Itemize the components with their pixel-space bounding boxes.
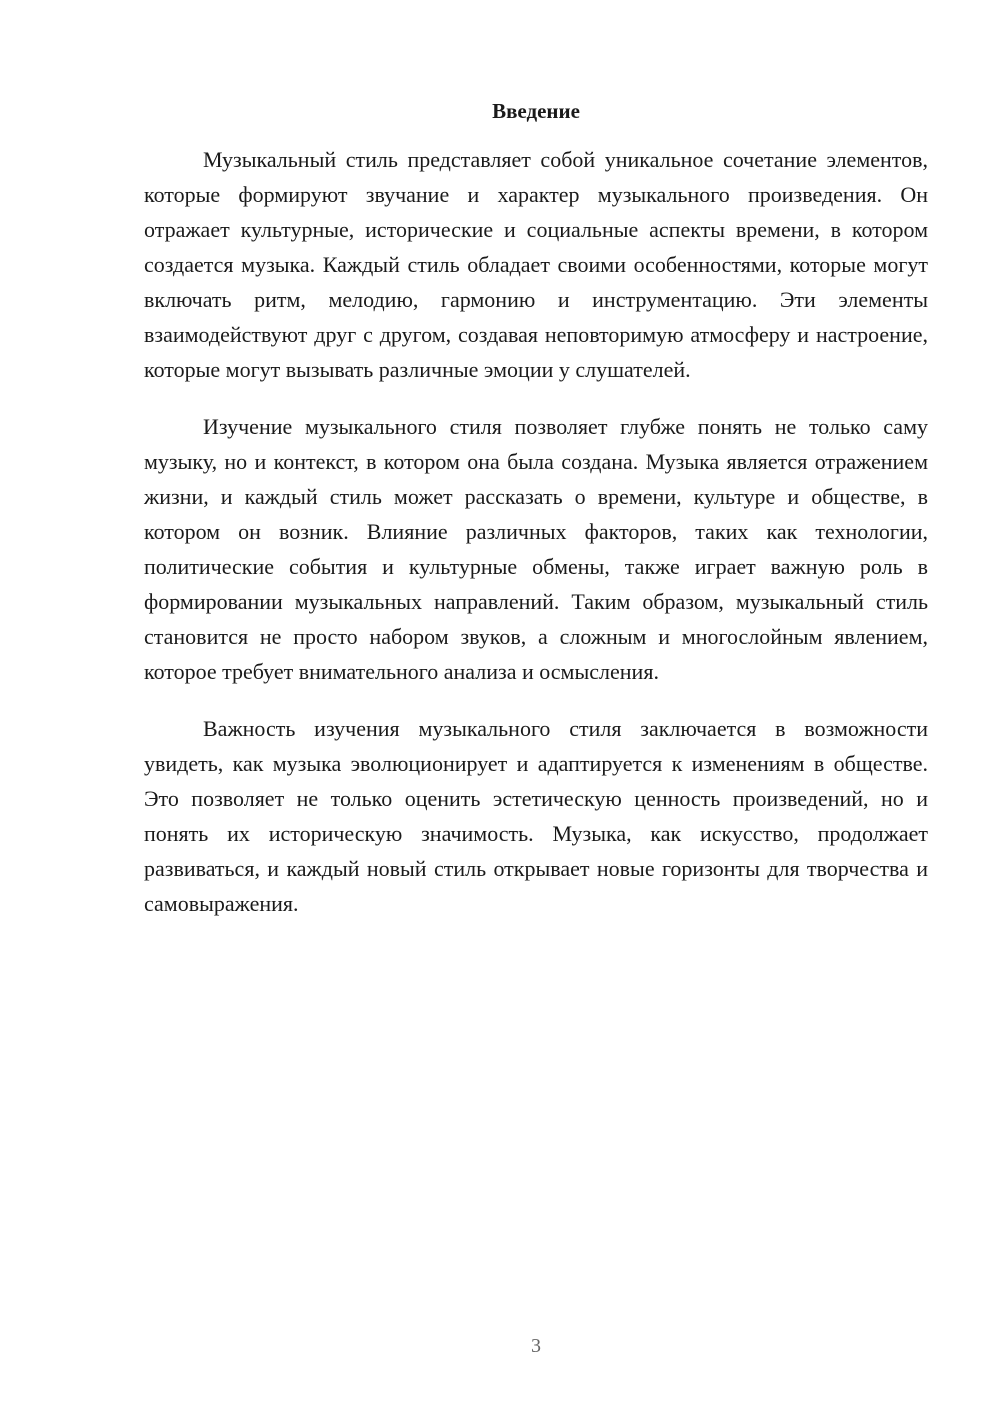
paragraph-1: Музыкальный стиль представляет собой уникальное сочетание элементов, которые формируют звучание и характер музыкального произведения. Он отражает культурные, исторические и социальные аспекты времени, в котором создается музыка. Каждый стиль обладает своими особенностями, которые могут включать ритм, мелодию, гармонию и инструментацию. Эти элементы взаимодействуют друг с другом, создавая неповторимую атмосферу и настроение, которые могут вызывать различные эмоции у слушателей. bbox=[144, 147, 928, 382]
paragraph-3: Важность изучения музыкального стиля заключается в возможности увидеть, как музыка эволюционирует и адаптируется к изменениям в обществе. Это позволяет не только оценить эстетическую ценность произведений, но и понять их историческую значимость. Музыка, как искусство, продолжает развиваться, и каждый новый стиль открывает новые горизонты для творчества и самовыражения. bbox=[144, 716, 928, 916]
body-text bbox=[144, 142, 928, 943]
page-number: 3 bbox=[531, 1335, 541, 1357]
section-heading: Введение bbox=[492, 99, 580, 123]
paragraph-2: Изучение музыкального стиля позволяет глубже понять не только саму музыку, но и контекст, в котором она была создана. Музыка является отражением жизни, и каждый стиль может рассказать о времени, культуре и обществе, в котором он возник. Влияние различных факторов, таких как технологии, политические события и культурные обмены, также играет важную роль в формировании музыкальных направлений. Таким образом, музыкальный стиль становится не просто набором звуков, а сложным и многослойным явлением, которое требует внимательного анализа и осмысления. bbox=[144, 414, 928, 684]
